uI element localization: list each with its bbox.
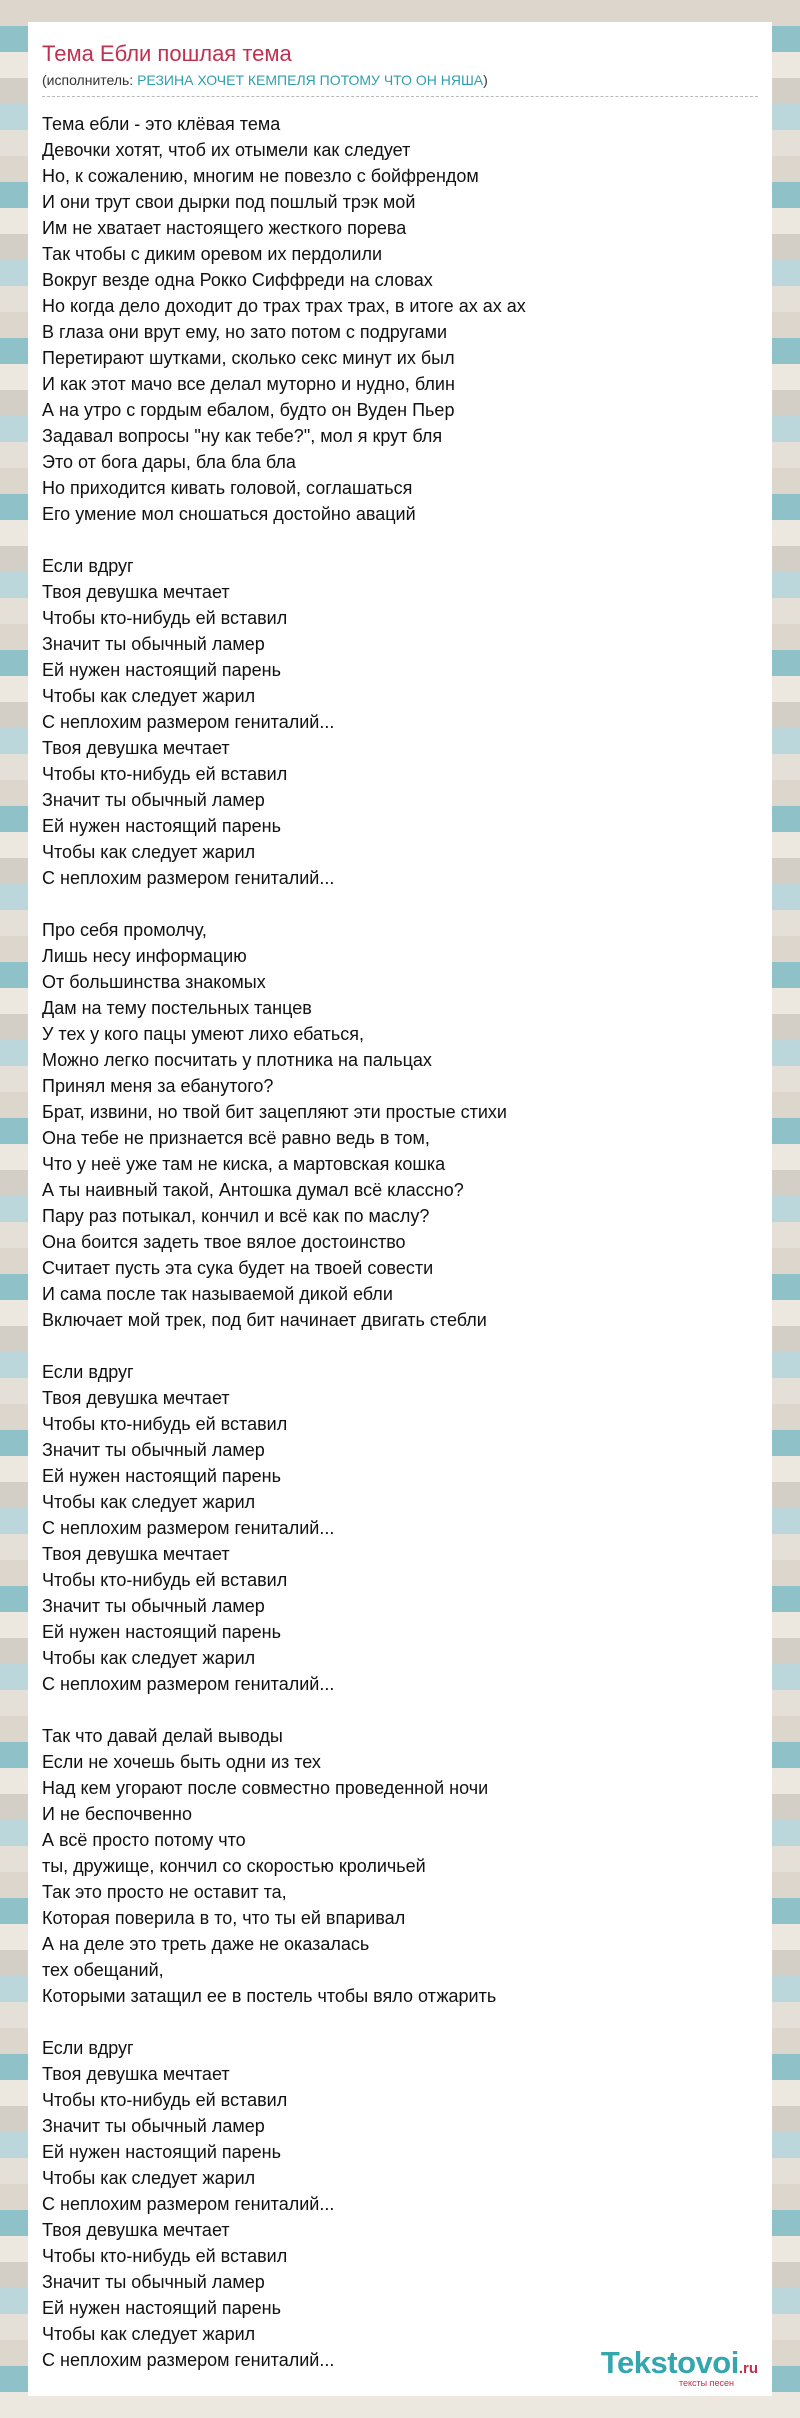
stanza-break [42, 1333, 758, 1359]
lyric-line: Так это просто не оставит та, [42, 1882, 287, 1902]
lyric-line: Чтобы как следует жарил [42, 2168, 256, 2188]
stanza-break [42, 527, 758, 553]
lyric-line: Чтобы кто-нибудь ей вставил [42, 764, 288, 784]
lyric-line: С неплохим размером гениталий... [42, 868, 335, 888]
lyric-line: И сама после так называемой дикой ебли [42, 1284, 393, 1304]
stanza-break [42, 2009, 758, 2035]
lyric-line: Чтобы как следует жарил [42, 2324, 256, 2344]
lyric-line: Над кем угорают после совместно проведенной ночи [42, 1778, 489, 1798]
lyric-line: ты, дружище, кончил со скоростью кроличьей [42, 1856, 426, 1876]
lyric-line: Ей нужен настоящий парень [42, 816, 281, 836]
lyric-line: Так что давай делай выводы [42, 1726, 283, 1746]
lyric-line: Чтобы кто-нибудь ей вставил [42, 1570, 288, 1590]
lyric-line: Но приходится кивать головой, соглашаться [42, 478, 413, 498]
lyric-line: Ей нужен настоящий парень [42, 1622, 281, 1642]
lyric-line: С неплохим размером гениталий... [42, 2350, 335, 2370]
lyric-line: Задавал вопросы "ну как тебе?", мол я крут бля [42, 426, 443, 446]
lyric-line: Она боится задеть твое вялое достоинство [42, 1232, 406, 1252]
lyric-line: Чтобы как следует жарил [42, 842, 256, 862]
lyric-line: А на деле это треть даже не оказалась [42, 1934, 370, 1954]
lyric-line: Твоя девушка мечтает [42, 2220, 230, 2240]
lyric-line: Считает пусть эта сука будет на твоей совести [42, 1258, 434, 1278]
artist-link[interactable]: РЕЗИНА ХОЧЕТ КЕМПЕЛЯ ПОТОМУ ЧТО ОН НЯША [137, 72, 484, 88]
lyric-line: Это от бога дары, бла бла бла [42, 452, 296, 472]
lyric-line: Чтобы кто-нибудь ей вставил [42, 1414, 288, 1434]
stanza-break [42, 1697, 758, 1723]
lyric-line: А всё просто потому что [42, 1830, 246, 1850]
lyric-line: С неплохим размером гениталий... [42, 712, 335, 732]
lyric-line: И как этот мачо все делал муторно и нудно, блин [42, 374, 455, 394]
lyric-line: Значит ты обычный ламер [42, 790, 265, 810]
lyric-line: Чтобы кто-нибудь ей вставил [42, 608, 288, 628]
lyric-line: И они трут свои дырки под пошлый трэк мой [42, 192, 416, 212]
lyric-line: Перетирают шутками, сколько секс минут их был [42, 348, 455, 368]
lyric-line: Твоя девушка мечтает [42, 1544, 230, 1564]
lyric-line: В глаза они врут ему, но зато потом с подругами [42, 322, 448, 342]
lyric-line: А ты наивный такой, Антошка думал всё классно? [42, 1180, 464, 1200]
lyric-line: Значит ты обычный ламер [42, 2116, 265, 2136]
lyric-line: Но, к сожалению, многим не повезло с бойфрендом [42, 166, 479, 186]
song-title: Тема Ебли пошлая тема [42, 41, 292, 66]
lyric-line: Про себя промолчу, [42, 920, 207, 940]
lyric-line: Дам на тему постельных танцев [42, 998, 312, 1018]
lyric-line: Так чтобы с диким оревом их пердолили [42, 244, 383, 264]
lyric-line: Его умение мол сношаться достойно аваций [42, 504, 416, 524]
lyric-line: Можно легко посчитать у плотника на пальцах [42, 1050, 432, 1070]
lyric-line: Значит ты обычный ламер [42, 634, 265, 654]
stanza-break [42, 891, 758, 917]
lyric-line: От большинства знакомых [42, 972, 266, 992]
lyric-line: Тема ебли - это клёвая тема [42, 114, 281, 134]
artist-prefix: (исполнитель: [42, 72, 138, 88]
lyric-line: Чтобы кто-нибудь ей вставил [42, 2090, 288, 2110]
title-divider [42, 96, 758, 97]
lyric-line: Девочки хотят, чтоб их отымели как следует [42, 140, 411, 160]
lyrics-card [28, 22, 772, 2396]
lyric-line: Ей нужен настоящий парень [42, 2142, 281, 2162]
logo-tld: .ru [738, 2360, 758, 2377]
lyric-line: тех обещаний, [42, 1960, 164, 1980]
lyric-line: Если вдруг [42, 1362, 134, 1382]
lyric-line: Значит ты обычный ламер [42, 1596, 265, 1616]
lyric-line: Лишь несу информацию [42, 946, 247, 966]
lyric-line: У тех у кого пацы умеют лихо ебаться, [42, 1024, 364, 1044]
lyric-line: Чтобы как следует жарил [42, 1648, 256, 1668]
lyric-line: Принял меня за ебанутого? [42, 1076, 274, 1096]
lyric-line: Она тебе не признается всё равно ведь в том, [42, 1128, 430, 1148]
lyric-line: Включает мой трек, под бит начинает двигать стебли [42, 1310, 487, 1330]
lyric-line: Вокруг везде одна Рокко Сиффреди на словах [42, 270, 433, 290]
lyric-line: Им не хватает настоящего жесткого порева [42, 218, 407, 238]
lyric-line: Чтобы кто-нибудь ей вставил [42, 2246, 288, 2266]
lyric-line: Брат, извини, но твой бит зацепляют эти простые стихи [42, 1102, 507, 1122]
logo-tagline: тексты песен [678, 2378, 734, 2388]
lyric-line: Значит ты обычный ламер [42, 1440, 265, 1460]
lyric-line: Твоя девушка мечтает [42, 1388, 230, 1408]
lyrics-body [42, 111, 758, 2373]
lyric-line: Ей нужен настоящий парень [42, 1466, 281, 1486]
lyric-line: Твоя девушка мечтает [42, 2064, 230, 2084]
lyric-line: С неплохим размером гениталий... [42, 1674, 335, 1694]
lyric-line: И не беспочвенно [42, 1804, 193, 1824]
lyric-line: Ей нужен настоящий парень [42, 2298, 281, 2318]
lyric-line: Ей нужен настоящий парень [42, 660, 281, 680]
lyric-line: Если вдруг [42, 556, 134, 576]
site-logo[interactable] [601, 2347, 758, 2388]
lyric-line: Если не хочешь быть одни из тех [42, 1752, 321, 1772]
lyric-line: Которыми затащил ее в постель чтобы вяло отжарить [42, 1986, 497, 2006]
lyric-line: Если вдруг [42, 2038, 134, 2058]
lyric-line: Но когда дело доходит до трах трах трах, в итоге ах ах ах [42, 296, 526, 316]
lyric-line: Чтобы как следует жарил [42, 1492, 256, 1512]
lyric-line: С неплохим размером гениталий... [42, 2194, 335, 2214]
artist-suffix: ) [483, 72, 488, 88]
lyric-line: Пару раз потыкал, кончил и всё как по маслу? [42, 1206, 430, 1226]
lyric-line: С неплохим размером гениталий... [42, 1518, 335, 1538]
lyric-line: Твоя девушка мечтает [42, 582, 230, 602]
lyric-line: Которая поверила в то, что ты ей впаривал [42, 1908, 406, 1928]
lyric-line: Что у неё уже там не киска, а мартовская кошка [42, 1154, 446, 1174]
lyric-line: Чтобы как следует жарил [42, 686, 256, 706]
artist-line [42, 70, 758, 90]
logo-name: Tekstovoi [600, 2345, 739, 2380]
lyric-line: Значит ты обычный ламер [42, 2272, 265, 2292]
lyric-line: А на утро с гордым ебалом, будто он Вуден Пьер [42, 400, 455, 420]
lyric-line: Твоя девушка мечтает [42, 738, 230, 758]
